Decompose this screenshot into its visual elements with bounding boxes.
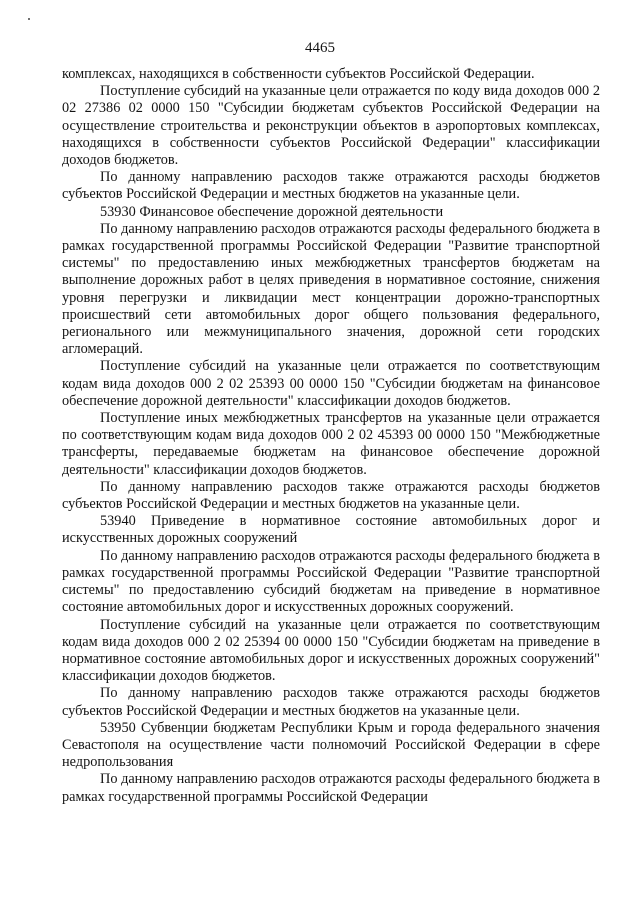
paragraph: По данному направлению расходов отражаются расходы федерального бюджета в рамках государственной программы Российской Федерации <box>62 771 600 805</box>
paragraph: Поступление субсидий на указанные цели отражается по соответствующим кодам вида доходов 000 2 02 25393 00 0000 150 "Субсидии бюджетам на финансовое обеспечение дорожной деятельности" классификации доходов бюджетов. <box>62 358 600 409</box>
paragraph: Поступление иных межбюджетных трансфертов на указанные цели отражается по соответствующим кодам вида доходов 000 2 02 45393 00 0000 150 "Межбюджетные трансферты, передаваемые бюджетам на финансовое обеспечение дорожной деятельности" классификации доходов бюджетов. <box>62 410 600 478</box>
section-heading-53930: 53930 Финансовое обеспечение дорожной деятельности <box>100 203 444 220</box>
paragraph: Поступление субсидий на указанные цели отражается по коду вида доходов 000 2 02 27386 02 0000 150 "Субсидии бюджетам субъектов Российской Федерации на осуществление строительства и реконструкции объектов в аэропортовых комплексах, находящихся в собственности субъектов Российской Федерации" классификации доходов бюджетов. <box>62 83 600 169</box>
paragraph: По данному направлению расходов отражаются расходы федерального бюджета в рамках государственной программы Российской Федерации "Развитие транспортной системы" по предоставлению иных межбюджетных трансфертов бюджетам на выполнение дорожных работ в целях приведения в нормативное состояние, снижения уровня перегрузки и ликвидации мест концентрации дорожно-транспортных происшествий сети автомобильных дорог общего пользования федерального, регионального или межмуниципального значения, дорожной сети городских агломераций. <box>62 220 600 358</box>
paragraph: По данному направлению расходов также отражаются расходы бюджетов субъектов Российской Федерации и местных бюджетов на указанные цели. <box>62 478 600 513</box>
paragraph-continuation: комплексах, находящихся в собственности субъектов Российской Федерации. <box>62 66 535 82</box>
paragraph: По данному направлению расходов также отражаются расходы бюджетов субъектов Российской Федерации и местных бюджетов на указанные цели. <box>62 169 600 203</box>
section-heading-53940: 53940 Приведение в нормативное состояние автомобильных дорог и искусственных дорожных сооружений <box>62 513 600 547</box>
page-number: 4465 <box>305 40 335 56</box>
scan-speck <box>28 18 30 20</box>
paragraph: Поступление субсидий на указанные цели отражается по соответствующим кодам вида доходов 000 2 02 25394 00 0000 150 "Субсидии бюджетам на приведение в нормативное состояние автомобильных дорог и искусственных дорожных сооружений" классификации доходов бюджетов. <box>62 616 600 685</box>
paragraph: По данному направлению расходов отражаются расходы федерального бюджета в рамках государственной программы Российской Федерации "Развитие транспортной системы" по предоставлению субсидий бюджетам на приведение в нормативное состояние автомобильных дорог и искусственных дорожных сооружений. <box>62 547 600 616</box>
paragraph: По данному направлению расходов также отражаются расходы бюджетов субъектов Российской Федерации и местных бюджетов на указанные цели. <box>62 685 600 719</box>
section-heading-53950: 53950 Субвенции бюджетам Республики Крым и города федерального значения Севастополя на осуществление части полномочий Российской Федерации в сфере недропользования <box>62 719 600 771</box>
document-body <box>62 66 600 806</box>
